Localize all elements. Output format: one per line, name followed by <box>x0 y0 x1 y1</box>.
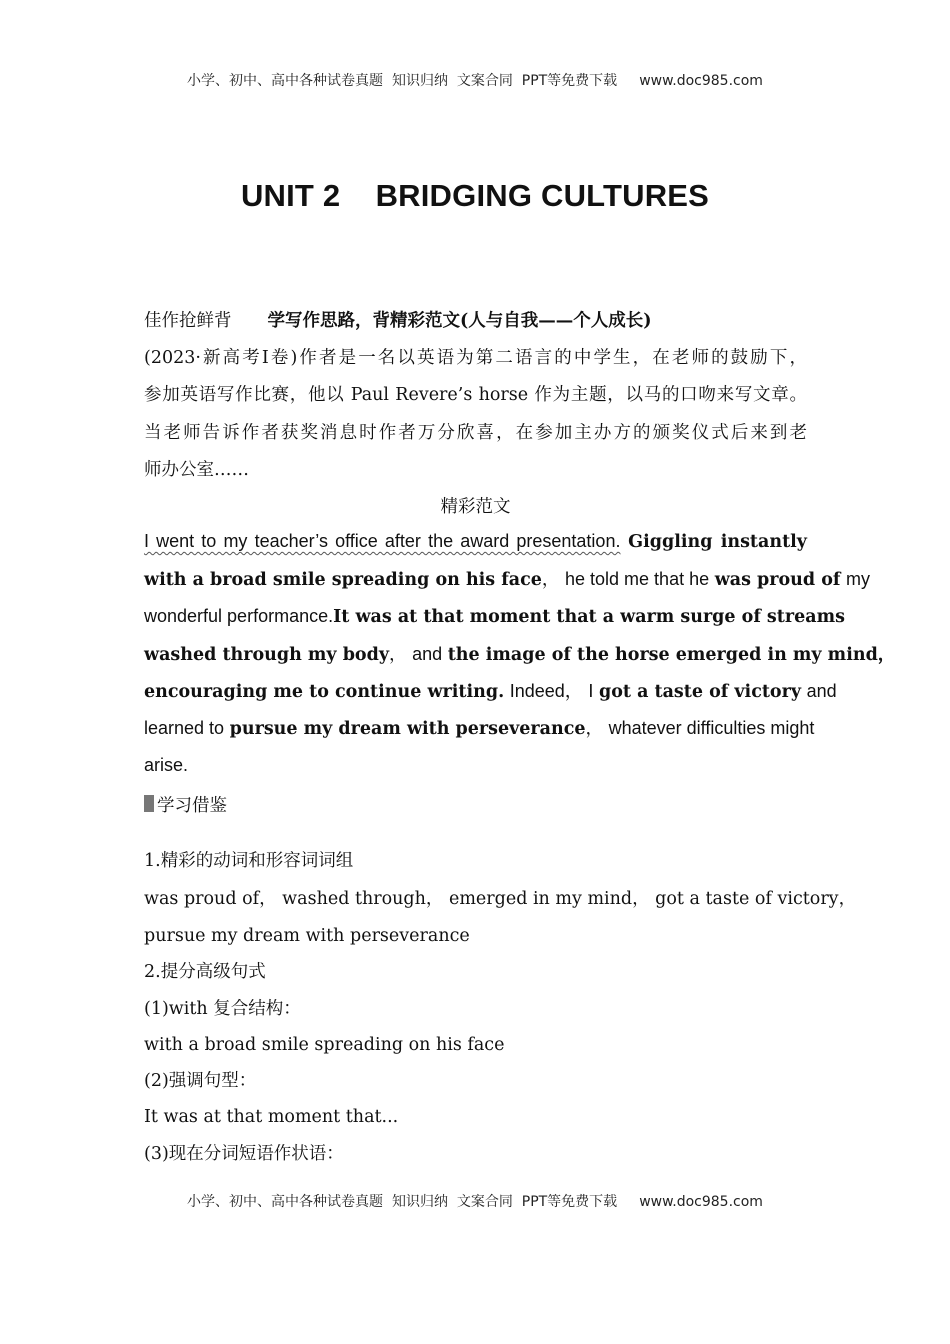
essay-highlight: with a broad smile spreading on his face <box>144 570 542 590</box>
study-heading <box>144 795 807 817</box>
essay-text: he told me that he <box>565 569 710 589</box>
study-section-2-title: 2.提分高级句式 <box>144 962 266 982</box>
header-url[interactable]: www.doc985.com <box>639 73 763 89</box>
essay-text: my <box>846 569 870 589</box>
intro-line-1: (2023·新高考Ⅰ卷)作者是一名以英语为第二语言的中学生，在老师的鼓励下， <box>144 348 807 368</box>
intro-label: 佳作抢鲜背 <box>144 311 232 331</box>
footer-text: 小学、初中、高中各种试卷真题 知识归纳 文案合同 PPT等免费下载 <box>187 1194 618 1210</box>
study-phrases-line-1: was proud of， washed through， emerged in my mind， got a taste of victory， <box>144 889 857 909</box>
page-footer <box>0 1191 950 1211</box>
essay-highlight: washed through my body <box>144 645 390 665</box>
essay-highlight: encouraging me to continue writing. <box>144 682 505 702</box>
study-section-1-title: 1.精彩的动词和形容词词组 <box>144 851 354 871</box>
intro-line-3: 当老师告诉作者获奖消息时作者万分欣喜，在参加主办方的颁奖仪式后来到老 <box>144 423 807 443</box>
essay-highlight: It was at that moment that a warm surge of streams <box>333 607 845 627</box>
essay-text: learned to <box>144 718 225 738</box>
section-marker-icon <box>144 795 154 812</box>
essay-text: and <box>806 681 837 701</box>
header-text: 小学、初中、高中各种试卷真题 知识归纳 文案合同 PPT等免费下载 <box>187 73 618 89</box>
study-phrases-line-2: pursue my dream with perseverance <box>144 926 470 946</box>
essay-text: Indeed， <box>509 681 583 701</box>
essay-line-2 <box>144 568 870 591</box>
essay-highlight: was proud of <box>714 570 841 590</box>
study-item-2-example: It was at that moment that... <box>144 1107 399 1127</box>
essay-punct: ， <box>585 719 604 739</box>
essay-text: wonderful performance. <box>144 606 334 626</box>
study-item-1-example: with a broad smile spreading on his face <box>144 1035 505 1055</box>
essay-highlight: pursue my dream with perseverance <box>229 719 586 739</box>
essay-highlight: the image of the horse emerged in my mind， <box>447 645 896 665</box>
essay-text: whatever difficulties might <box>608 718 815 738</box>
page-header <box>0 70 950 90</box>
essay-text: arise. <box>144 755 189 775</box>
intro-subtitle: 学写作思路，背精彩范文(人与自我——个人成长) <box>267 311 652 331</box>
essay-text: and <box>412 644 443 664</box>
essay-punct: ， <box>389 645 407 665</box>
footer-url[interactable]: www.doc985.com <box>639 1194 763 1210</box>
intro-line-4: 师办公室…… <box>144 460 249 480</box>
essay-punct: ， <box>541 570 560 590</box>
essay-line-1 <box>144 530 807 553</box>
essay-line-4 <box>144 643 896 666</box>
essay-line-5 <box>144 680 837 703</box>
study-item-2-title: (2)强调句型： <box>144 1071 257 1091</box>
essay-line-7 <box>144 754 807 777</box>
study-heading-text: 学习借鉴 <box>157 796 227 816</box>
essay-text: I went to my teacher’s office after the award presentation. <box>144 531 621 551</box>
essay-highlight: Giggling instantly <box>628 532 807 552</box>
intro-label-line <box>144 310 807 332</box>
page-title: UNIT 2 BRIDGING CULTURES <box>240 178 710 213</box>
essay-line-6 <box>144 717 815 740</box>
essay-line-3 <box>144 605 845 628</box>
model-heading: 精彩范文 <box>440 497 511 517</box>
study-item-1-title: (1)with 复合结构： <box>144 999 301 1019</box>
essay-highlight: got a taste of victory <box>598 682 801 702</box>
study-item-3-title: (3)现在分词短语作状语： <box>144 1144 344 1164</box>
intro-line-2: 参加英语写作比赛，他以 Paul Revere’s horse 作为主题，以马的口吻来写文章。 <box>144 385 807 405</box>
essay-text: I <box>588 681 594 701</box>
